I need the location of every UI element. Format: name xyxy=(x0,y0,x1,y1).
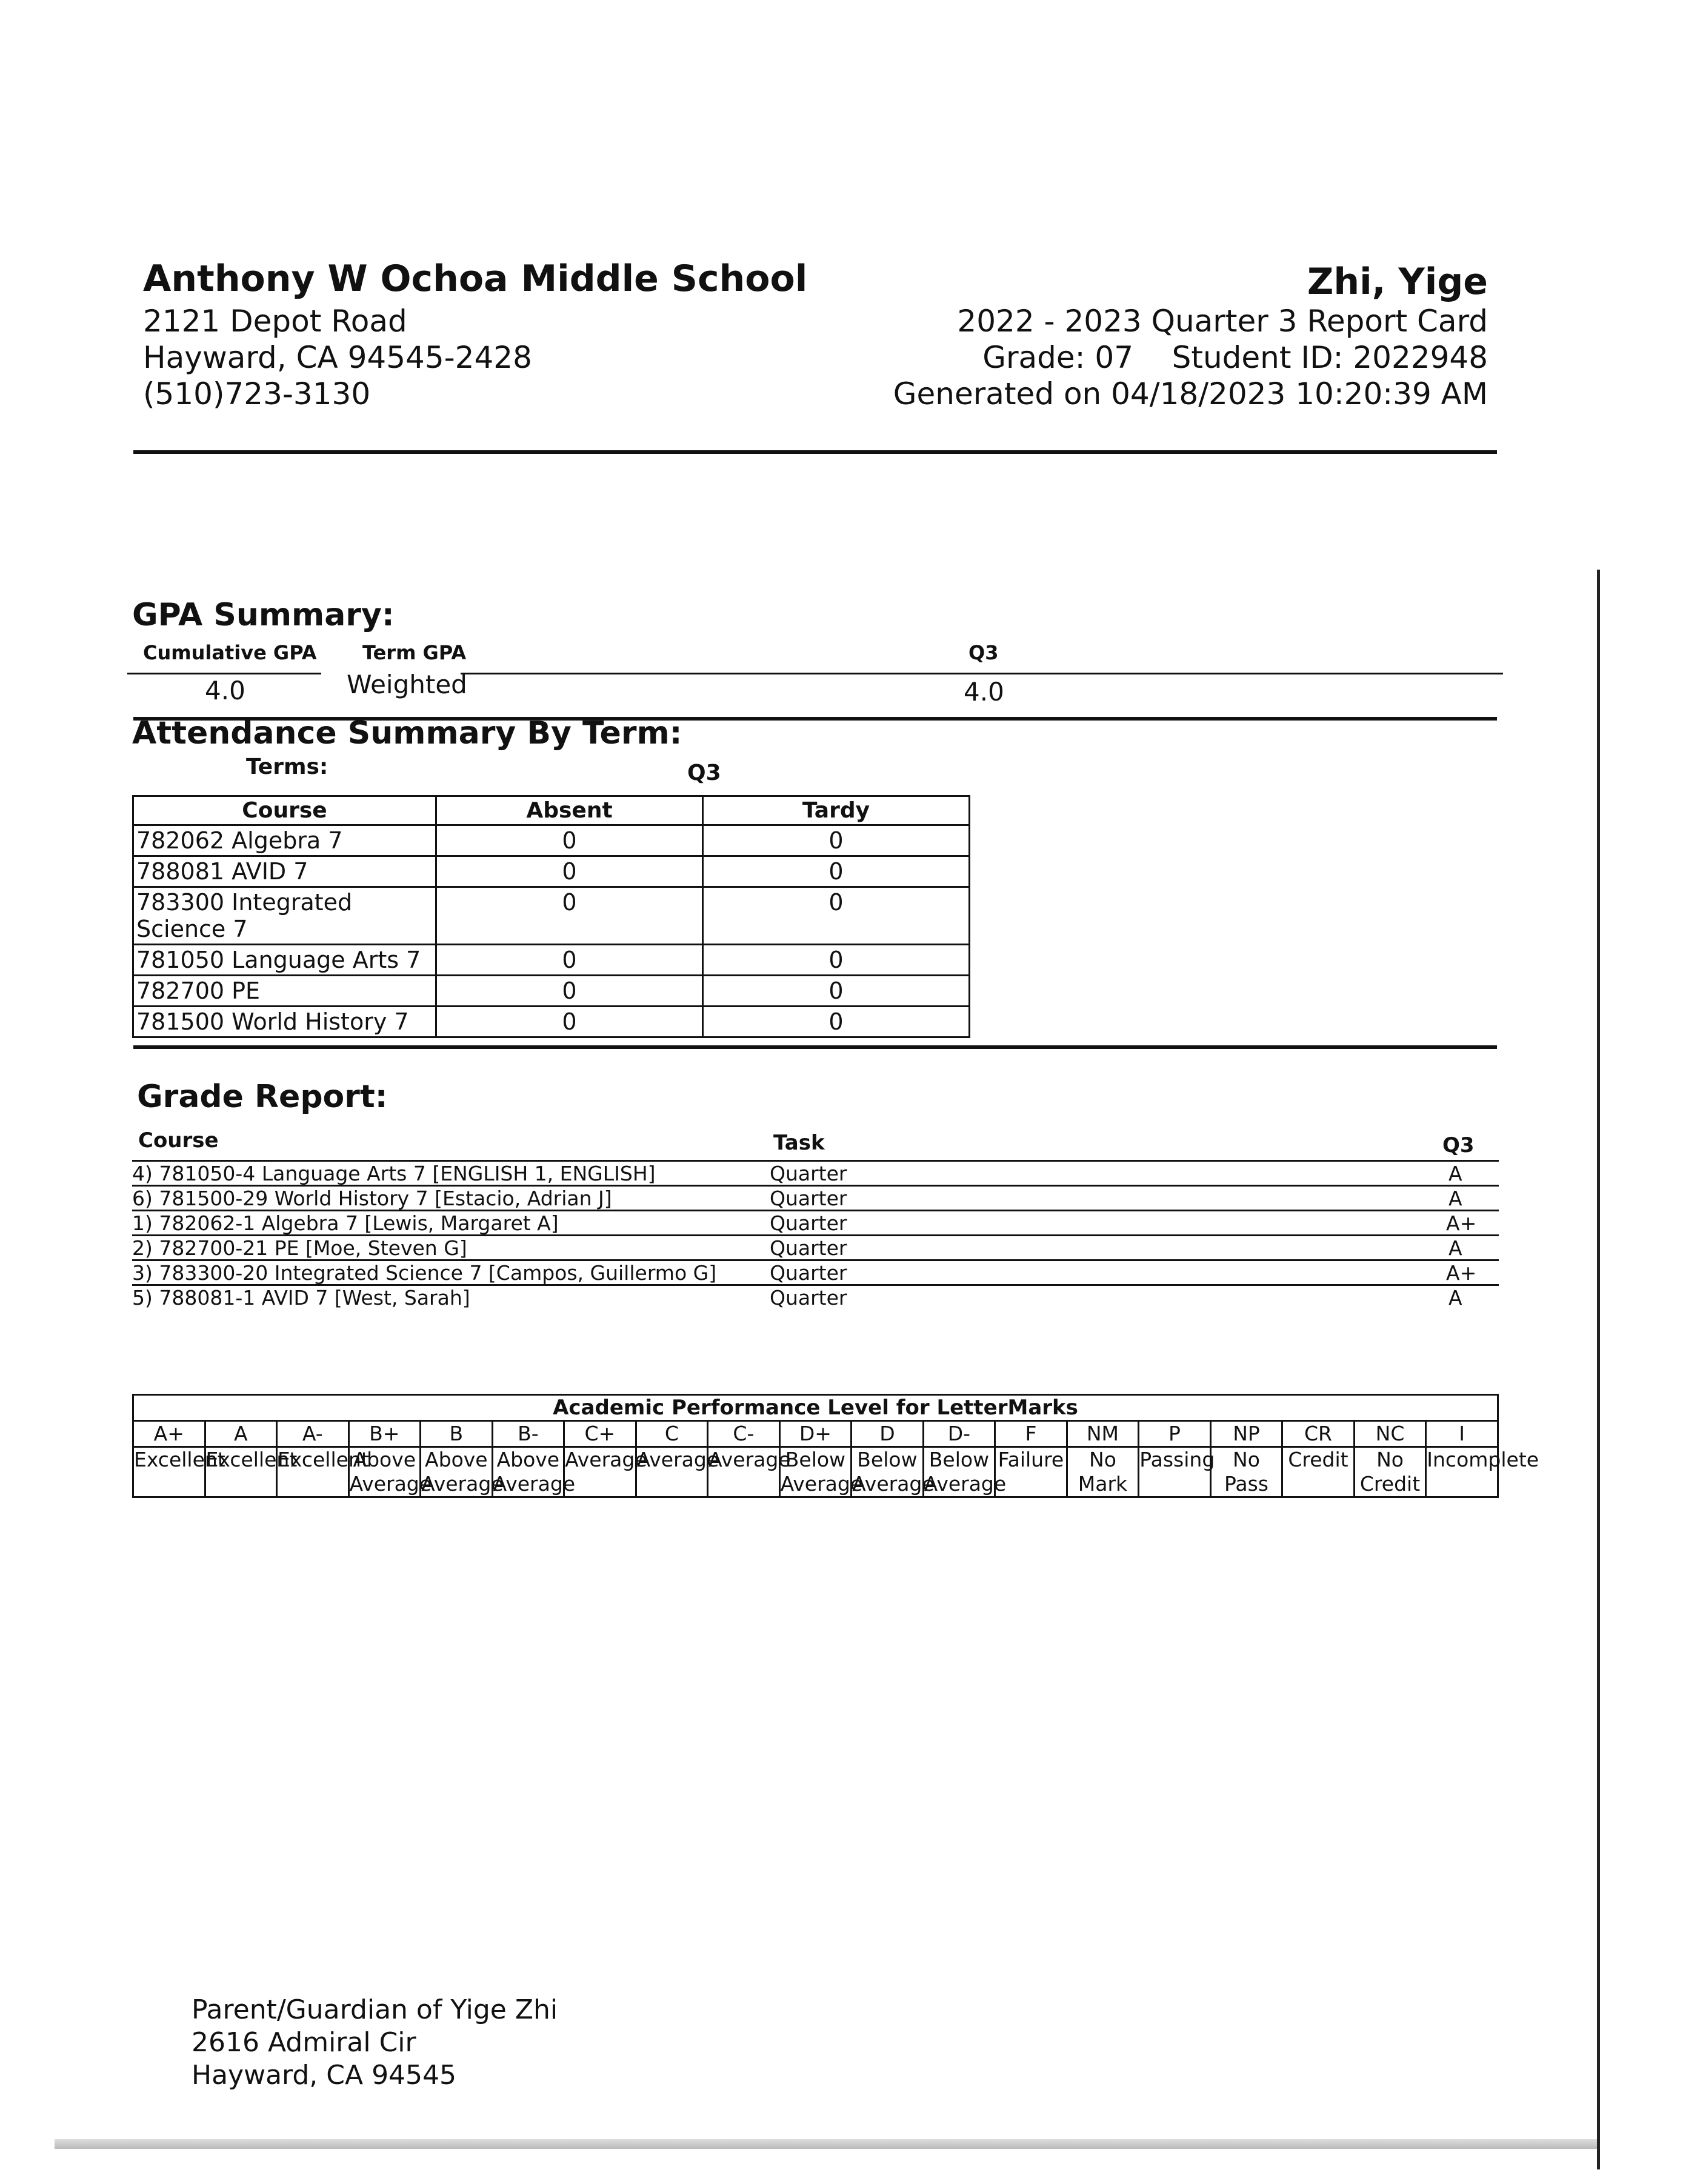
legend-description-line1: No xyxy=(1233,1448,1260,1471)
grade-task: Quarter xyxy=(770,1187,847,1210)
grade-task: Quarter xyxy=(770,1162,847,1185)
scan-bottom-edge xyxy=(55,2139,1600,2149)
legend-description xyxy=(1139,1447,1215,1497)
attendance-divider xyxy=(133,1045,1497,1049)
table-row xyxy=(132,1259,1499,1286)
attendance-tardy: 0 xyxy=(703,887,970,945)
legend-description-line1: Failure xyxy=(998,1448,1064,1471)
legend-description xyxy=(636,1447,719,1497)
table-row xyxy=(132,1234,1499,1261)
attendance-course: 782700 PE xyxy=(133,976,436,1007)
grade-task: Quarter xyxy=(770,1261,847,1285)
legend-description xyxy=(1067,1447,1139,1497)
legend-mark: D xyxy=(852,1421,924,1447)
table-row xyxy=(132,1160,1499,1187)
grade-course: 5) 788081-1 AVID 7 [West, Sarah] xyxy=(132,1286,470,1310)
legend-marks-row xyxy=(133,1421,1498,1447)
generated-date: Generated on 04/18/2023 10:20:39 AM xyxy=(893,376,1488,411)
attendance-tardy: 0 xyxy=(703,856,970,887)
legend-mark: P xyxy=(1139,1421,1211,1447)
attendance-absent: 0 xyxy=(436,825,703,856)
legend-description xyxy=(492,1447,576,1497)
mailing-address xyxy=(192,1994,558,2092)
attendance-absent: 0 xyxy=(436,976,703,1007)
legend-description-line1: Above xyxy=(425,1448,488,1471)
grade-mark: A xyxy=(1448,1162,1462,1185)
legend-mark: B- xyxy=(492,1421,564,1447)
attendance-absent: 0 xyxy=(436,887,703,945)
legend-description-line1: Credit xyxy=(1288,1448,1348,1471)
grade-student-id: Grade: 07 Student ID: 2022948 xyxy=(982,340,1488,375)
legend-description xyxy=(923,1447,1007,1497)
legend-description-line2: Pass xyxy=(1224,1472,1268,1496)
legend-mark: C- xyxy=(708,1421,780,1447)
legend-description xyxy=(348,1447,432,1497)
attendance-table xyxy=(132,795,970,1038)
table-row xyxy=(133,887,970,945)
legend-mark: I xyxy=(1426,1421,1498,1447)
legend-description-line1: Average xyxy=(565,1448,647,1471)
attendance-course: 781500 World History 7 xyxy=(133,1007,436,1037)
legend-mark: F xyxy=(995,1421,1067,1447)
legend-description-line2: Average xyxy=(421,1472,504,1496)
legend-mark: B xyxy=(421,1421,493,1447)
legend-description-line2: Mark xyxy=(1078,1472,1128,1496)
legend-description-line2: Average xyxy=(924,1472,1007,1496)
legend-description-line1: Incomplete xyxy=(1427,1448,1539,1471)
legend-description-line1: Below xyxy=(785,1448,846,1471)
grade-course: 1) 782062-1 Algebra 7 [Lewis, Margaret A] xyxy=(132,1211,559,1235)
legend-mark: C+ xyxy=(564,1421,636,1447)
legend-description-line1: Above xyxy=(353,1448,416,1471)
legend-description xyxy=(708,1447,791,1497)
grade-mark: A xyxy=(1448,1236,1462,1260)
legend-description xyxy=(277,1447,369,1497)
grade-course: 6) 781500-29 World History 7 [Estacio, Adrian J] xyxy=(132,1187,612,1210)
grade-mark: A+ xyxy=(1446,1211,1477,1235)
legend-description xyxy=(421,1447,504,1497)
grade-term-header: Q3 xyxy=(1442,1133,1475,1157)
table-row xyxy=(133,976,970,1007)
legend-description xyxy=(1426,1447,1539,1497)
term-gpa-label: Term GPA xyxy=(362,641,467,664)
legend-description-line1: Excellent xyxy=(278,1448,369,1471)
legend-description-line2: Credit xyxy=(1359,1472,1421,1496)
gpa-term-header: Q3 xyxy=(968,641,999,664)
grade-task: Quarter xyxy=(770,1286,847,1310)
attendance-absent: 0 xyxy=(436,945,703,976)
grade-task: Quarter xyxy=(770,1236,847,1260)
legend-description-line1: No xyxy=(1089,1448,1116,1471)
legend-description-line1: Passing xyxy=(1139,1448,1215,1471)
legend-title: Academic Performance Level for LetterMarks xyxy=(133,1395,1498,1421)
legend-mark: NP xyxy=(1210,1421,1282,1447)
attendance-absent: 0 xyxy=(436,1007,703,1037)
legend-description-line2: Average xyxy=(493,1472,576,1496)
legend-description-line1: Above xyxy=(496,1448,560,1471)
attendance-tardy: 0 xyxy=(703,1007,970,1037)
table-row xyxy=(132,1284,1499,1311)
legend-description xyxy=(852,1447,935,1497)
legend-mark: A+ xyxy=(133,1421,205,1447)
legend-description xyxy=(779,1447,863,1497)
legend-mark: CR xyxy=(1282,1421,1355,1447)
lettermark-legend-table xyxy=(132,1394,1539,1498)
legend-description-line1: No xyxy=(1376,1448,1404,1471)
legend-mark: NC xyxy=(1354,1421,1426,1447)
legend-description-line2: Average xyxy=(780,1472,863,1496)
table-row xyxy=(132,1185,1499,1211)
legend-description-line1: Excellent xyxy=(205,1448,298,1471)
attendance-tardy-header: Tardy xyxy=(703,796,970,825)
terms-label: Terms: xyxy=(246,754,328,779)
attendance-absent-header: Absent xyxy=(436,796,703,825)
student-info xyxy=(893,303,1488,412)
legend-mark: B+ xyxy=(348,1421,421,1447)
attendance-course: 781050 Language Arts 7 xyxy=(133,945,436,976)
attendance-course: 783300 Integrated Science 7 xyxy=(133,887,436,945)
gpa-summary-title: GPA Summary: xyxy=(132,597,395,633)
grade-mark: A xyxy=(1448,1286,1462,1310)
attendance-tardy: 0 xyxy=(703,976,970,1007)
attendance-term: Q3 xyxy=(687,761,721,785)
grade-course: 4) 781050-4 Language Arts 7 [ENGLISH 1, ENGLISH] xyxy=(132,1162,656,1185)
school-city: Hayward, CA 94545-2428 xyxy=(143,340,532,375)
legend-description xyxy=(205,1447,298,1497)
legend-mark: D+ xyxy=(779,1421,852,1447)
gpa-underline-left xyxy=(127,673,321,674)
grade-mark: A xyxy=(1448,1187,1462,1210)
legend-mark: C xyxy=(636,1421,708,1447)
table-row xyxy=(132,1210,1499,1236)
mailing-city: Hayward, CA 94545 xyxy=(192,2060,457,2091)
legend-mark: D- xyxy=(923,1421,995,1447)
grade-task-header: Task xyxy=(773,1131,825,1155)
cumulative-gpa-value: 4.0 xyxy=(205,676,245,705)
attendance-tardy: 0 xyxy=(703,825,970,856)
header-divider xyxy=(133,450,1497,454)
legend-description-line2: Average xyxy=(349,1472,432,1496)
attendance-course: 788081 AVID 7 xyxy=(133,856,436,887)
legend-description xyxy=(1354,1447,1426,1497)
legend-description-line1: Excellent xyxy=(134,1448,225,1471)
legend-description-line1: Below xyxy=(857,1448,918,1471)
school-street: 2121 Depot Road xyxy=(143,304,407,339)
table-row xyxy=(133,945,970,976)
scan-right-edge xyxy=(1597,570,1600,2169)
grade-task: Quarter xyxy=(770,1211,847,1235)
mailing-street: 2616 Admiral Cir xyxy=(192,2027,416,2058)
legend-mark: A- xyxy=(277,1421,349,1447)
school-phone: (510)723-3130 xyxy=(143,376,371,411)
legend-title-row xyxy=(133,1395,1498,1421)
student-name: Zhi, Yige xyxy=(1307,261,1488,303)
legend-desc-row xyxy=(133,1447,1498,1497)
school-name: Anthony W Ochoa Middle School xyxy=(143,258,808,300)
table-row xyxy=(133,856,970,887)
attendance-course-header: Course xyxy=(133,796,436,825)
table-row xyxy=(133,825,970,856)
attendance-title: Attendance Summary By Term: xyxy=(132,715,682,751)
legend-description-line2: Average xyxy=(852,1472,935,1496)
legend-description-line1: Below xyxy=(928,1448,990,1471)
mailing-recipient: Parent/Guardian of Yige Zhi xyxy=(192,1994,558,2025)
term-gpa-value: 4.0 xyxy=(964,677,1004,707)
weighted-label: Weighted xyxy=(347,670,467,699)
cumulative-gpa-label: Cumulative GPA xyxy=(143,641,317,664)
grade-course: 3) 783300-20 Integrated Science 7 [Campos, Guillermo G] xyxy=(132,1261,717,1285)
table-row xyxy=(133,1007,970,1037)
attendance-header-row xyxy=(133,796,970,825)
legend-mark: A xyxy=(205,1421,277,1447)
legend-description xyxy=(1282,1447,1355,1497)
grade-mark: A+ xyxy=(1446,1261,1477,1285)
school-address xyxy=(143,303,532,412)
legend-description xyxy=(1210,1447,1282,1497)
attendance-course: 782062 Algebra 7 xyxy=(133,825,436,856)
grade-course: 2) 782700-21 PE [Moe, Steven G] xyxy=(132,1236,467,1260)
grade-course-header: Course xyxy=(138,1128,219,1153)
gpa-underline-right xyxy=(461,673,1503,674)
report-title: 2022 - 2023 Quarter 3 Report Card xyxy=(957,304,1488,339)
attendance-absent: 0 xyxy=(436,856,703,887)
legend-description-line1: Average xyxy=(708,1448,791,1471)
grade-report-title: Grade Report: xyxy=(137,1079,388,1115)
legend-description xyxy=(133,1447,225,1497)
legend-mark: NM xyxy=(1067,1421,1139,1447)
legend-description-line1: Average xyxy=(636,1448,719,1471)
attendance-tardy: 0 xyxy=(703,945,970,976)
